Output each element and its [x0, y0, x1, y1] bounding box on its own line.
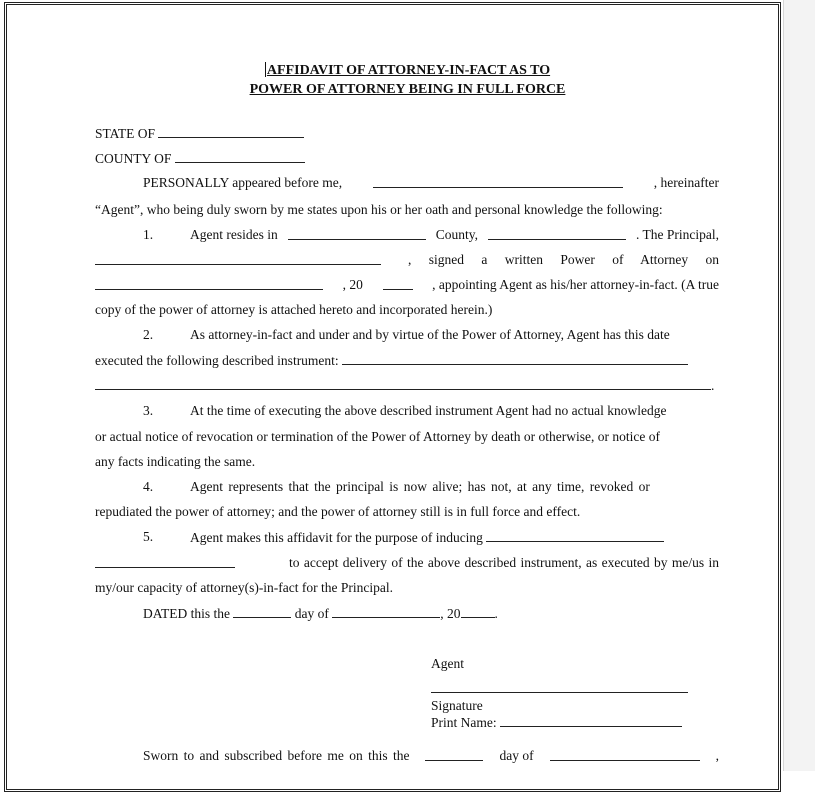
item-3-line-2: or actual notice of revocation or termination of the Power of Attorney by death or otherwise, or notice of [95, 429, 660, 444]
sworn-day-blank[interactable] [425, 748, 483, 761]
item-5-number: 5. [143, 529, 154, 544]
item-3-line-3: any facts indicating the same. [95, 454, 256, 469]
dated-day-blank[interactable] [233, 605, 291, 618]
item-1-line-4: copy of the power of attorney is attached hereto and incorporated herein.) [95, 302, 493, 317]
county-line [95, 150, 305, 167]
item-5-line-3: my/our capacity of attorney(s)-in-fact for the Principal. [95, 580, 394, 595]
intro-line-1: PERSONALLY appeared before me, , hereinafter [143, 175, 719, 190]
affiant-name-blank[interactable] [373, 175, 623, 188]
state-blank[interactable] [158, 125, 304, 138]
item-2-line-2: executed the following described instrument: [95, 352, 688, 369]
item-3-number: 3. [143, 403, 154, 418]
signature-line [431, 680, 688, 697]
item-1-line-2: , signed a written Power of Attorney on [95, 252, 719, 268]
print-name-blank[interactable] [500, 714, 682, 727]
county-blank[interactable] [175, 150, 305, 163]
signature-label: Signature [431, 698, 483, 713]
dated-year-blank[interactable] [461, 605, 495, 618]
agent-label: Agent [431, 656, 464, 671]
intro-line-2: “Agent”, who being duly sworn by me states upon his or her oath and personal knowledge the following: [95, 202, 663, 217]
state-label: STATE OF [95, 126, 156, 141]
sworn-line: Sworn to and subscribed before me on this the day of , [143, 748, 719, 763]
item-3-line-1: At the time of executing the above described instrument Agent had no actual knowledge [190, 403, 667, 418]
item-4-line-1: Agent represents that the principal is now alive; has not, at any time, revoked or [190, 479, 650, 494]
county-label: COUNTY OF [95, 151, 172, 166]
document-page [4, 2, 781, 792]
dated-line: DATED this the day of , 20 . [143, 606, 498, 621]
induced-party-blank-2[interactable] [95, 555, 235, 568]
item-1-line-3: , 20 , appointing Agent as his/her attorney-in-fact. (A true [95, 277, 719, 293]
principal-name-blank[interactable] [95, 252, 381, 265]
poa-date-blank[interactable] [95, 277, 323, 290]
item-2-number: 2. [143, 327, 154, 342]
title-line-2: POWER OF ATTORNEY BEING IN FULL FORCE [249, 82, 566, 97]
text-cursor [265, 62, 266, 77]
item-4-line-2: repudiated the power of attorney; and the power of attorney still is in full force and effect. [95, 504, 581, 519]
item-5-line-1: Agent makes this affidavit for the purpose of inducing [190, 529, 664, 546]
item-2-line-1: As attorney-in-fact and under and by virtue of the Power of Attorney, Agent has this date [190, 327, 670, 342]
sworn-month-blank[interactable] [550, 748, 700, 761]
induced-party-blank[interactable] [486, 529, 664, 542]
signature-blank[interactable] [431, 680, 688, 693]
item-2-line-3: . [95, 377, 714, 394]
instrument-blank-1[interactable] [342, 352, 688, 365]
state-residence-blank[interactable] [488, 227, 626, 240]
item-1-line-1: Agent resides in County, . The Principal, [190, 227, 719, 242]
residence-blank[interactable] [288, 227, 426, 240]
item-1-number: 1. [143, 227, 154, 242]
poa-year-blank[interactable] [383, 277, 413, 290]
dated-month-blank[interactable] [332, 605, 440, 618]
title-line-1: AFFIDAVIT OF ATTORNEY-IN-FACT AS TO [266, 63, 551, 78]
item-4-number: 4. [143, 479, 154, 494]
vertical-scrollbar-track[interactable] [783, 0, 815, 771]
instrument-blank-2[interactable] [95, 377, 711, 390]
state-line [95, 125, 304, 142]
item-5-line-2: to accept delivery of the above described instrument, as executed by me/us in [95, 555, 719, 571]
print-name-line: Print Name: [431, 714, 682, 731]
